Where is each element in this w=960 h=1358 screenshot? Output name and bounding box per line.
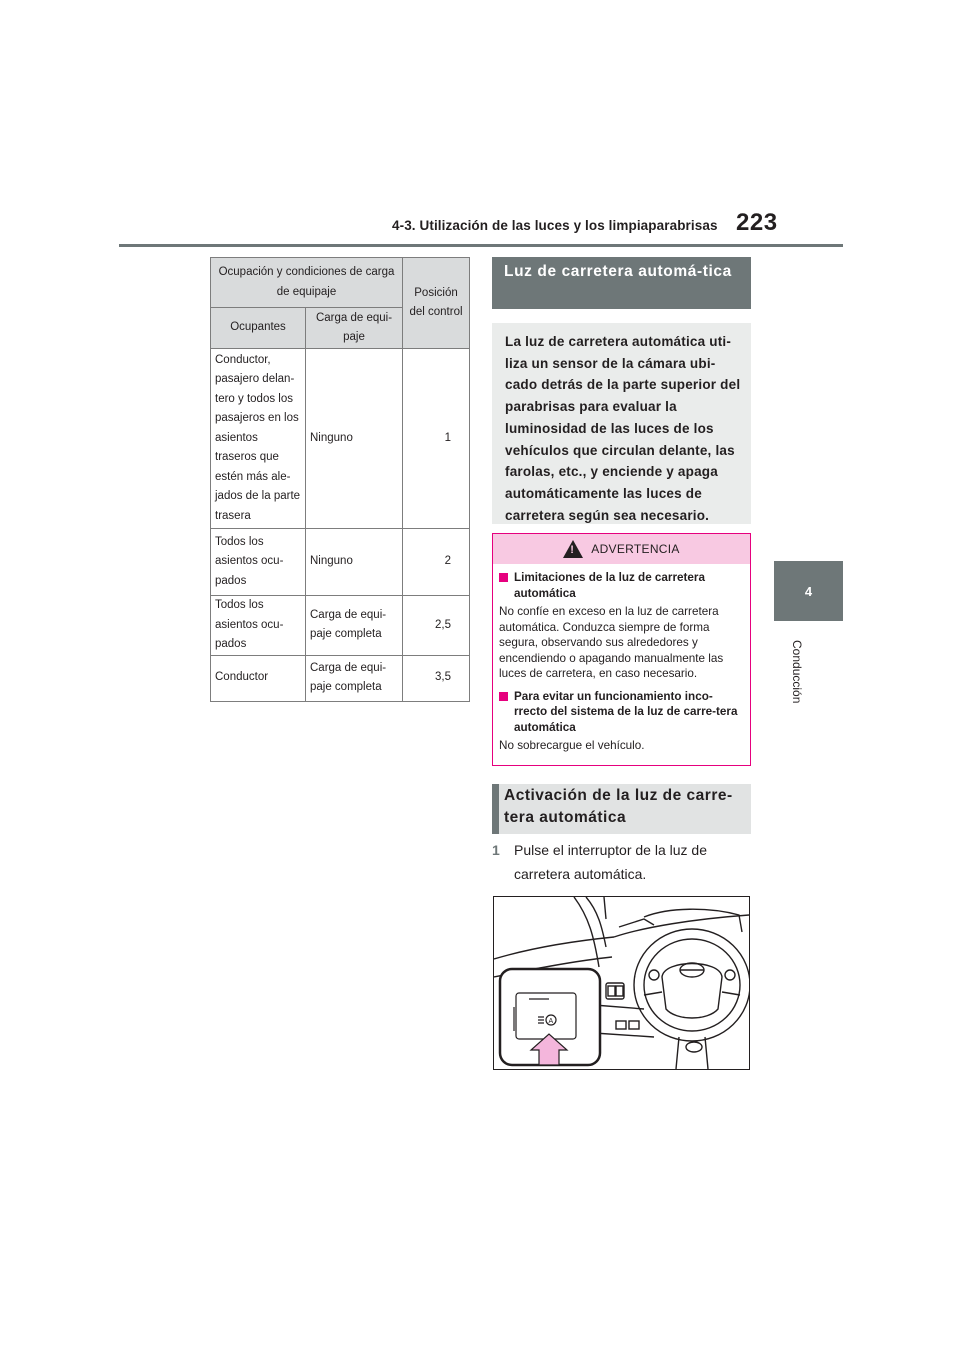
table-header-load: Carga de equi-paje bbox=[306, 308, 403, 349]
warning-subheading: Limitaciones de la luz de carretera automática bbox=[499, 570, 744, 601]
warning-subheading: Para evitar un funcionamiento inco-rrecto del sistema de la luz de carre-tera automática bbox=[499, 689, 744, 736]
table-cell-occupants: Conductor, pasajero delan-tero y todos los pasajeros en los asientos traseros que estén más ale-jados de la parte trasera bbox=[211, 349, 306, 529]
warning-triangle-icon bbox=[563, 540, 583, 558]
warning-text: No confíe en exceso en la luz de carretera automática. Conduzca siempre de forma segura, observando sus alrededores y encendiendo o apagando manualmente las luces de carretera, en caso necesario. bbox=[499, 605, 724, 680]
table-cell-occupants: Todos los asientos ocu-pados bbox=[211, 596, 306, 656]
step-item bbox=[492, 838, 751, 886]
table-cell-load: Carga de equi-paje completa bbox=[306, 655, 403, 701]
table-header-occupants: Ocupantes bbox=[211, 308, 306, 349]
table-cell-load: Ninguno bbox=[306, 529, 403, 596]
dashboard-illustration bbox=[493, 896, 750, 1070]
steering-wheel-switch-diagram bbox=[494, 897, 749, 1069]
pink-square-bullet-icon bbox=[499, 692, 508, 701]
table-cell-load: Carga de equi-paje completa bbox=[306, 596, 403, 656]
section-heading-auto-high-beam: Luz de carretera automá-tica bbox=[492, 257, 751, 309]
table-row bbox=[211, 349, 470, 529]
table-cell-position: 2,5 bbox=[403, 596, 470, 656]
table-cell-occupants: Conductor bbox=[211, 655, 306, 701]
page-number: 223 bbox=[736, 209, 778, 236]
table-cell-occupants: Todos los asientos ocu-pados bbox=[211, 529, 306, 596]
table-header-group: Ocupación y condiciones de carga de equipaje bbox=[211, 258, 403, 308]
step-text: Pulse el interruptor de la luz de carretera automática. bbox=[514, 842, 707, 882]
table-row bbox=[211, 596, 470, 656]
table-cell-load: Ninguno bbox=[306, 349, 403, 529]
warning-header bbox=[493, 534, 750, 564]
table-header-position: Posición del control bbox=[403, 258, 470, 349]
step-number: 1 bbox=[492, 842, 500, 858]
svg-text:A: A bbox=[548, 1018, 554, 1025]
warning-title: ADVERTENCIA bbox=[591, 542, 680, 556]
warning-text: No sobrecargue el vehículo. bbox=[499, 739, 645, 752]
table-row bbox=[211, 529, 470, 596]
table-cell-position: 3,5 bbox=[403, 655, 470, 701]
pink-square-bullet-icon bbox=[499, 573, 508, 582]
header-divider bbox=[119, 244, 843, 247]
chapter-label: Conducción bbox=[790, 640, 804, 704]
occupancy-table bbox=[210, 257, 470, 702]
section-header-title: 4-3. Utilización de las luces y los limpiaparabrisas bbox=[392, 218, 718, 233]
table-cell-position: 2 bbox=[403, 529, 470, 596]
table-cell-position: 1 bbox=[403, 349, 470, 529]
section-heading-activation: Activación de la luz de carre-tera automática bbox=[492, 784, 751, 834]
chapter-tab: 4 bbox=[774, 561, 843, 621]
intro-paragraph: La luz de carretera automática uti-liza un sensor de la cámara ubi-cado detrás de la parte superior del parabrisas para evaluar la luminosidad de las luces de los vehículos que circulan delante, las farolas, etc., y enciende y apaga automáticamente las luces de carretera según sea necesario. bbox=[492, 323, 751, 524]
warning-box bbox=[492, 533, 751, 766]
table-row bbox=[211, 655, 470, 701]
